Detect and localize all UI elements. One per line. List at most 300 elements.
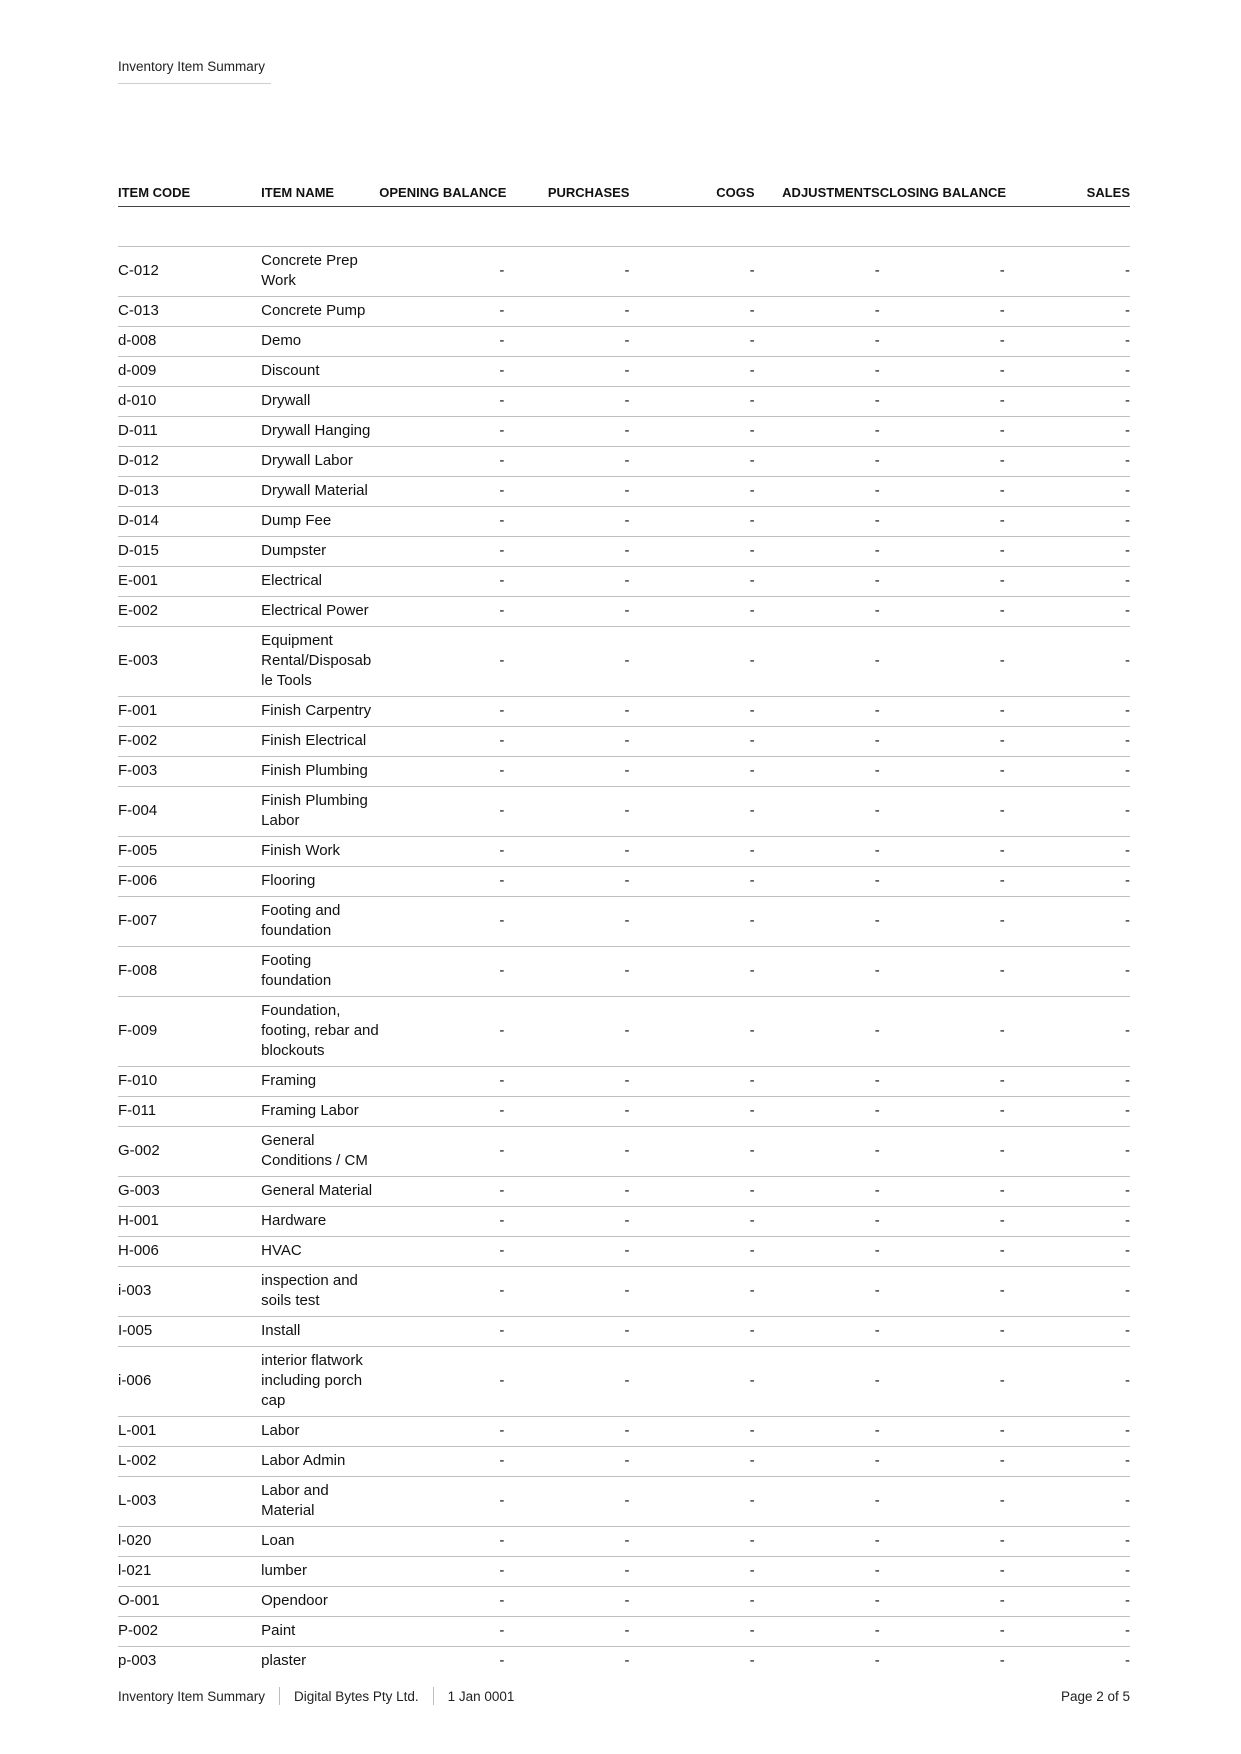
purchases-cell: - [504, 1347, 629, 1417]
adjustments-cell: - [755, 1067, 880, 1097]
purchases-cell: - [504, 1447, 629, 1477]
sales-cell: - [1005, 837, 1130, 867]
item-name-cell: Footing and foundation [261, 897, 379, 947]
table-row [118, 627, 1130, 697]
opening-balance-cell: - [379, 897, 504, 947]
cogs-cell: - [629, 897, 754, 947]
footer-report-name: Inventory Item Summary [118, 1688, 266, 1704]
sales-cell: - [1005, 507, 1130, 537]
closing-balance-cell: - [880, 897, 1005, 947]
cogs-cell: - [629, 567, 754, 597]
closing-balance-cell: - [880, 567, 1005, 597]
purchases-cell: - [504, 417, 629, 447]
adjustments-cell: - [755, 447, 880, 477]
sales-cell: - [1005, 1267, 1130, 1317]
table-row [118, 897, 1130, 947]
purchases-cell: - [504, 1557, 629, 1587]
item-name-cell: Flooring [261, 867, 379, 897]
purchases-cell: - [504, 837, 629, 867]
cogs-cell: - [629, 867, 754, 897]
header-item-name: ITEM NAME [261, 166, 379, 207]
table-row [118, 1317, 1130, 1347]
sales-cell: - [1005, 567, 1130, 597]
sales-cell: - [1005, 1207, 1130, 1237]
table-row [118, 477, 1130, 507]
header-adjustments: ADJUSTMENTS [755, 166, 880, 207]
item-code-cell: d-010 [118, 387, 261, 417]
table-row [118, 1617, 1130, 1647]
purchases-cell: - [504, 1527, 629, 1557]
sales-cell: - [1005, 387, 1130, 417]
purchases-cell: - [504, 357, 629, 387]
item-name-cell: Concrete Prep Work [261, 247, 379, 297]
item-name-cell: Demo [261, 327, 379, 357]
item-code-cell: C-013 [118, 297, 261, 327]
opening-balance-cell: - [379, 1177, 504, 1207]
table-row [118, 1557, 1130, 1587]
adjustments-cell: - [755, 477, 880, 507]
item-code-cell: D-012 [118, 447, 261, 477]
table-row [118, 1237, 1130, 1267]
adjustments-cell: - [755, 1477, 880, 1527]
sales-cell: - [1125, 1652, 1130, 1669]
item-name-cell: Footing foundation [261, 947, 379, 997]
closing-balance-cell: - [880, 1417, 1005, 1447]
opening-balance-cell: - [379, 417, 504, 447]
header-closing-balance: CLOSING BALANCE [880, 166, 1005, 207]
purchases-cell: - [504, 947, 629, 997]
table-row [118, 447, 1130, 477]
closing-balance-cell: - [880, 327, 1005, 357]
sales-cell: - [1005, 447, 1130, 477]
sales-cell: - [1005, 947, 1130, 997]
item-name-cell: Discount [261, 357, 379, 387]
purchases-cell: - [504, 387, 629, 417]
sales-cell: - [1005, 1177, 1130, 1207]
cogs-cell: - [629, 787, 754, 837]
header-cogs: COGS [629, 166, 754, 207]
purchases-cell: - [504, 1477, 629, 1527]
footer-date: 1 Jan 0001 [447, 1688, 515, 1704]
sales-cell: - [1005, 1237, 1130, 1267]
closing-balance-cell: - [880, 947, 1005, 997]
item-code-cell: F-006 [118, 867, 261, 897]
closing-balance-cell: - [880, 697, 1005, 727]
adjustments-cell: - [755, 897, 880, 947]
opening-balance-cell: - [379, 1317, 504, 1347]
purchases-cell: - [504, 1267, 629, 1317]
opening-balance-cell: - [379, 1207, 504, 1237]
opening-balance-cell: - [499, 1652, 505, 1669]
cogs-cell: - [629, 357, 754, 387]
purchases-cell: - [504, 297, 629, 327]
sales-cell: - [1005, 627, 1130, 697]
opening-balance-cell: - [379, 1067, 504, 1097]
adjustments-cell: - [755, 627, 880, 697]
cogs-cell: - [629, 1587, 754, 1617]
table-row [118, 297, 1130, 327]
cogs-cell: - [629, 1267, 754, 1317]
item-name-cell: Hardware [261, 1207, 379, 1237]
opening-balance-cell: - [379, 567, 504, 597]
opening-balance-cell: - [379, 627, 504, 697]
opening-balance-cell: - [379, 447, 504, 477]
closing-balance-cell: - [880, 447, 1005, 477]
sales-cell: - [1005, 1097, 1130, 1127]
sales-cell: - [1005, 597, 1130, 627]
purchases-cell: - [504, 1317, 629, 1347]
closing-balance-cell: - [880, 837, 1005, 867]
sales-cell: - [1005, 757, 1130, 787]
opening-balance-cell: - [379, 997, 504, 1067]
sales-cell: - [1005, 1347, 1130, 1417]
sales-cell: - [1005, 1067, 1130, 1097]
purchases-cell: - [504, 757, 629, 787]
item-code-cell: G-002 [118, 1127, 261, 1177]
opening-balance-cell: - [379, 1477, 504, 1527]
item-name-cell: Framing Labor [261, 1097, 379, 1127]
opening-balance-cell: - [379, 1527, 504, 1557]
cogs-cell: - [629, 1477, 754, 1527]
item-code-cell: I-005 [118, 1317, 261, 1347]
adjustments-cell: - [755, 387, 880, 417]
item-name-cell: Labor and Material [261, 1477, 379, 1527]
opening-balance-cell: - [379, 537, 504, 567]
adjustments-cell: - [755, 1267, 880, 1317]
item-code-cell: p-003 [118, 1652, 157, 1669]
closing-balance-cell: - [999, 1652, 1005, 1669]
table-row [118, 537, 1130, 567]
opening-balance-cell: - [379, 1557, 504, 1587]
opening-balance-cell: - [379, 947, 504, 997]
adjustments-cell: - [755, 867, 880, 897]
item-code-cell: F-010 [118, 1067, 261, 1097]
cogs-cell: - [629, 1447, 754, 1477]
footer-page-number: Page 2 of 5 [1060, 1688, 1130, 1704]
adjustments-cell: - [755, 507, 880, 537]
item-code-cell: D-014 [118, 507, 261, 537]
adjustments-cell: - [755, 567, 880, 597]
sales-cell: - [1005, 1447, 1130, 1477]
adjustments-cell: - [755, 947, 880, 997]
header-sales: SALES [1005, 166, 1130, 207]
sales-cell: - [1005, 727, 1130, 757]
item-name-cell: Drywall Hanging [261, 417, 379, 447]
item-code-cell: F-009 [118, 997, 261, 1067]
opening-balance-cell: - [379, 1587, 504, 1617]
adjustments-cell: - [755, 1587, 880, 1617]
closing-balance-cell: - [880, 757, 1005, 787]
item-code-cell: P-002 [118, 1617, 261, 1647]
item-name-cell: lumber [261, 1557, 379, 1587]
item-code-cell: F-004 [118, 787, 261, 837]
purchases-cell: - [504, 447, 629, 477]
cogs-cell: - [629, 1317, 754, 1347]
cogs-cell: - [629, 727, 754, 757]
closing-balance-cell: - [880, 1617, 1005, 1647]
cogs-cell: - [629, 1177, 754, 1207]
item-code-cell: F-007 [118, 897, 261, 947]
adjustments-cell: - [755, 837, 880, 867]
sales-cell: - [1005, 247, 1130, 297]
item-name-cell: interior flatwork including porch cap [261, 1347, 379, 1417]
cogs-cell: - [629, 417, 754, 447]
opening-balance-cell: - [379, 357, 504, 387]
table-row [118, 1417, 1130, 1447]
purchases-cell: - [504, 1127, 629, 1177]
closing-balance-cell: - [880, 627, 1005, 697]
item-code-cell: E-001 [118, 567, 261, 597]
table-row [118, 597, 1130, 627]
item-name-cell: plaster [261, 1652, 307, 1669]
closing-balance-cell: - [880, 1067, 1005, 1097]
opening-balance-cell: - [379, 1417, 504, 1447]
closing-balance-cell: - [880, 507, 1005, 537]
purchases-cell: - [504, 1067, 629, 1097]
item-code-cell: d-008 [118, 327, 261, 357]
closing-balance-cell: - [880, 727, 1005, 757]
table-row [118, 1127, 1130, 1177]
item-name-cell: General Material [261, 1177, 379, 1207]
purchases-cell: - [504, 537, 629, 567]
cogs-cell: - [629, 1097, 754, 1127]
adjustments-cell: - [755, 1237, 880, 1267]
cogs-cell: - [629, 247, 754, 297]
item-name-cell: inspection and soils test [261, 1267, 379, 1317]
sales-cell: - [1005, 477, 1130, 507]
item-name-cell: Loan [261, 1527, 379, 1557]
item-name-cell: Drywall Material [261, 477, 379, 507]
opening-balance-cell: - [379, 867, 504, 897]
item-name-cell: Concrete Pump [261, 297, 379, 327]
adjustments-cell: - [755, 1127, 880, 1177]
item-name-cell: Paint [261, 1617, 379, 1647]
item-name-cell: Finish Electrical [261, 727, 379, 757]
item-name-cell: Finish Work [261, 837, 379, 867]
cogs-cell: - [629, 597, 754, 627]
opening-balance-cell: - [379, 1617, 504, 1647]
closing-balance-cell: - [880, 1477, 1005, 1527]
purchases-cell: - [504, 867, 629, 897]
sales-cell: - [1005, 1127, 1130, 1177]
table-row [118, 727, 1130, 757]
adjustments-cell: - [755, 1177, 880, 1207]
purchases-cell: - [504, 1207, 629, 1237]
opening-balance-cell: - [379, 727, 504, 757]
table-row [118, 787, 1130, 837]
cogs-cell: - [629, 997, 754, 1067]
cogs-cell: - [629, 757, 754, 787]
sales-cell: - [1005, 867, 1130, 897]
sales-cell: - [1005, 297, 1130, 327]
sales-cell: - [1005, 1417, 1130, 1447]
table-row [118, 567, 1130, 597]
closing-balance-cell: - [880, 997, 1005, 1067]
closing-balance-cell: - [880, 1127, 1005, 1177]
closing-balance-cell: - [880, 1587, 1005, 1617]
item-code-cell: E-003 [118, 627, 261, 697]
table-row [118, 1097, 1130, 1127]
inventory-table [118, 166, 1130, 1676]
adjustments-cell: - [755, 697, 880, 727]
adjustments-cell: - [755, 997, 880, 1067]
purchases-cell: - [504, 787, 629, 837]
page-footer [118, 1687, 1130, 1705]
item-code-cell: F-002 [118, 727, 261, 757]
purchases-cell: - [504, 567, 629, 597]
purchases-cell: - [504, 1587, 629, 1617]
adjustments-cell: - [755, 1617, 880, 1647]
footer-company: Digital Bytes Pty Ltd. [294, 1688, 419, 1704]
cogs-cell: - [629, 387, 754, 417]
opening-balance-cell: - [379, 757, 504, 787]
adjustments-cell: - [755, 727, 880, 757]
table-row [118, 757, 1130, 787]
opening-balance-cell: - [379, 787, 504, 837]
purchases-cell: - [624, 1652, 630, 1669]
item-name-cell: Labor [261, 1417, 379, 1447]
closing-balance-cell: - [880, 1317, 1005, 1347]
table-row [118, 1347, 1130, 1417]
closing-balance-cell: - [880, 787, 1005, 837]
closing-balance-cell: - [880, 247, 1005, 297]
opening-balance-cell: - [379, 247, 504, 297]
header-spacer-row [118, 207, 1130, 247]
opening-balance-cell: - [379, 477, 504, 507]
adjustments-cell: - [755, 297, 880, 327]
closing-balance-cell: - [880, 417, 1005, 447]
adjustments-cell: - [755, 1557, 880, 1587]
document-title: Inventory Item Summary [118, 59, 271, 84]
sales-cell: - [1005, 697, 1130, 727]
sales-cell: - [1005, 787, 1130, 837]
item-code-cell: C-012 [118, 247, 261, 297]
item-code-cell: D-015 [118, 537, 261, 567]
sales-cell: - [1005, 357, 1130, 387]
table-row [118, 247, 1130, 297]
purchases-cell: - [504, 897, 629, 947]
closing-balance-cell: - [880, 477, 1005, 507]
item-code-cell: D-013 [118, 477, 261, 507]
item-name-cell: Electrical Power [261, 597, 379, 627]
table-row [118, 997, 1130, 1067]
cogs-cell: - [629, 477, 754, 507]
item-name-cell: Opendoor [261, 1587, 379, 1617]
purchases-cell: - [504, 1617, 629, 1647]
purchases-cell: - [504, 1237, 629, 1267]
item-code-cell: H-001 [118, 1207, 261, 1237]
opening-balance-cell: - [379, 1267, 504, 1317]
table-row [118, 1207, 1130, 1237]
closing-balance-cell: - [880, 1347, 1005, 1417]
sales-cell: - [1005, 327, 1130, 357]
item-code-cell: l-021 [118, 1557, 261, 1587]
adjustments-cell: - [755, 597, 880, 627]
cogs-cell: - [629, 1527, 754, 1557]
adjustments-cell: - [755, 787, 880, 837]
adjustments-cell: - [755, 1527, 880, 1557]
header-item-code: ITEM CODE [118, 166, 261, 207]
item-name-cell: Dumpster [261, 537, 379, 567]
item-name-cell: Dump Fee [261, 507, 379, 537]
table-row [118, 417, 1130, 447]
cogs-cell: - [629, 947, 754, 997]
table-row [118, 387, 1130, 417]
footer-divider [279, 1687, 280, 1705]
adjustments-cell: - [755, 357, 880, 387]
purchases-cell: - [504, 1177, 629, 1207]
table-row [118, 947, 1130, 997]
adjustments-cell: - [755, 1447, 880, 1477]
opening-balance-cell: - [379, 1237, 504, 1267]
sales-cell: - [1005, 1557, 1130, 1587]
sales-cell: - [1005, 1317, 1130, 1347]
opening-balance-cell: - [379, 597, 504, 627]
item-name-cell: Drywall [261, 387, 379, 417]
cogs-cell: - [629, 1237, 754, 1267]
cogs-cell: - [629, 1067, 754, 1097]
cogs-cell: - [629, 1557, 754, 1587]
opening-balance-cell: - [379, 697, 504, 727]
cogs-cell: - [629, 507, 754, 537]
cogs-cell: - [629, 1347, 754, 1417]
closing-balance-cell: - [880, 597, 1005, 627]
table-row [118, 1447, 1130, 1477]
purchases-cell: - [504, 327, 629, 357]
table-row [118, 357, 1130, 387]
opening-balance-cell: - [379, 1097, 504, 1127]
table-header-row [118, 166, 1130, 207]
closing-balance-cell: - [880, 867, 1005, 897]
adjustments-cell: - [755, 1347, 880, 1417]
opening-balance-cell: - [379, 1347, 504, 1417]
cogs-cell: - [629, 1417, 754, 1447]
sales-cell: - [1005, 1617, 1130, 1647]
closing-balance-cell: - [880, 1267, 1005, 1317]
cogs-cell: - [749, 1652, 755, 1669]
item-code-cell: H-006 [118, 1237, 261, 1267]
sales-cell: - [1005, 1587, 1130, 1617]
header-opening-balance: OPENING BALANCE [379, 166, 504, 207]
item-name-cell: Foundation, footing, rebar and blockouts [261, 997, 379, 1067]
item-name-cell: Install [261, 1317, 379, 1347]
closing-balance-cell: - [880, 1447, 1005, 1477]
item-name-cell: General Conditions / CM [261, 1127, 379, 1177]
item-name-cell: Electrical [261, 567, 379, 597]
closing-balance-cell: - [880, 1207, 1005, 1237]
cogs-cell: - [629, 697, 754, 727]
closing-balance-cell: - [880, 357, 1005, 387]
item-code-cell: E-002 [118, 597, 261, 627]
cogs-cell: - [629, 297, 754, 327]
item-code-cell: F-011 [118, 1097, 261, 1127]
purchases-cell: - [504, 1097, 629, 1127]
cogs-cell: - [629, 327, 754, 357]
opening-balance-cell: - [379, 507, 504, 537]
item-code-cell: G-003 [118, 1177, 261, 1207]
cogs-cell: - [629, 1127, 754, 1177]
purchases-cell: - [504, 697, 629, 727]
header-purchases: PURCHASES [504, 166, 629, 207]
table-row [118, 327, 1130, 357]
adjustments-cell: - [755, 327, 880, 357]
item-code-cell: F-008 [118, 947, 261, 997]
opening-balance-cell: - [379, 297, 504, 327]
item-name-cell: HVAC [261, 1237, 379, 1267]
sales-cell: - [1005, 897, 1130, 947]
purchases-cell: - [504, 727, 629, 757]
item-code-cell: F-005 [118, 837, 261, 867]
